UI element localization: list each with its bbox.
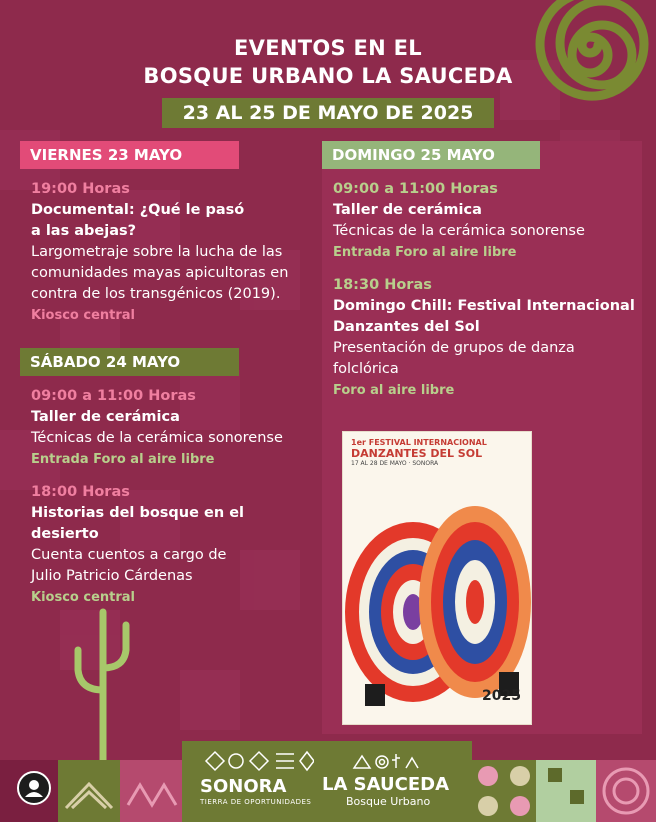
title-line-1: EVENTOS EN EL bbox=[234, 36, 422, 60]
poster-subtitle: 17 AL 28 DE MAYO · SONORA bbox=[351, 460, 439, 467]
sunday-header: DOMINGO 25 MAYO bbox=[322, 141, 540, 169]
event-title: Historias del bosque en el bbox=[31, 505, 245, 521]
event-place: Entrada Foro al aire libre bbox=[31, 452, 215, 467]
event-item bbox=[20, 482, 320, 608]
event-description: Presentación de grupos de danza bbox=[333, 340, 575, 356]
event-time: 18:30 Horas bbox=[333, 277, 432, 293]
sauceda-tagline: Bosque Urbano bbox=[346, 795, 431, 808]
event-description: Técnicas de la cerámica sonorense bbox=[31, 430, 283, 446]
friday-header: VIERNES 23 MAYO bbox=[20, 141, 239, 169]
event-description: Largometraje sobre la lucha de las bbox=[31, 244, 283, 260]
dancer-illustration bbox=[343, 432, 533, 726]
event-title: Taller de cerámica bbox=[333, 202, 482, 218]
poster-title: DANZANTES DEL SOL bbox=[351, 447, 483, 460]
event-item bbox=[20, 386, 320, 470]
event-item bbox=[322, 179, 642, 263]
friday-section bbox=[20, 141, 320, 338]
event-place: Kiosco central bbox=[31, 590, 135, 605]
poster-year: 2025 bbox=[482, 688, 521, 704]
event-title: Taller de cerámica bbox=[31, 409, 180, 425]
event-description: Técnicas de la cerámica sonorense bbox=[333, 223, 585, 239]
event-description: comunidades mayas apicultoras en bbox=[31, 265, 289, 281]
event-time: 19:00 Horas bbox=[31, 181, 130, 197]
event-time: 09:00 a 11:00 Horas bbox=[333, 181, 498, 197]
event-time: 09:00 a 11:00 Horas bbox=[31, 388, 196, 404]
event-description: Cuenta cuentos a cargo de bbox=[31, 547, 227, 563]
date-banner: 23 AL 25 DE MAYO DE 2025 bbox=[162, 98, 494, 128]
sauceda-brand: LA SAUCEDA bbox=[322, 774, 450, 795]
poster-kicker: 1er FESTIVAL INTERNACIONAL bbox=[351, 438, 487, 447]
saturday-header: SÁBADO 24 MAYO bbox=[20, 348, 239, 376]
event-item bbox=[322, 275, 642, 401]
sonora-brand: SONORA bbox=[200, 776, 287, 797]
sunday-section bbox=[322, 141, 642, 413]
festival-poster bbox=[342, 431, 532, 725]
title-line-2: BOSQUE URBANO LA SAUCEDA bbox=[143, 64, 513, 88]
page-title bbox=[0, 34, 656, 90]
event-description: Julio Patricio Cárdenas bbox=[31, 568, 193, 584]
saturday-section bbox=[20, 348, 320, 620]
profile-avatar[interactable] bbox=[17, 771, 51, 805]
event-item bbox=[20, 179, 320, 326]
event-description: contra de los transgénicos (2019). bbox=[31, 286, 281, 302]
event-place: Entrada Foro al aire libre bbox=[333, 245, 517, 260]
sonora-logo-icon bbox=[204, 750, 314, 772]
event-title: desierto bbox=[31, 526, 99, 542]
event-description: folclórica bbox=[333, 361, 399, 377]
event-title: Domingo Chill: Festival Internacional bbox=[333, 298, 635, 314]
event-title: a las abejas? bbox=[31, 223, 137, 239]
event-title: Danzantes del Sol bbox=[333, 319, 480, 335]
user-icon bbox=[19, 773, 49, 803]
sauceda-logo-icon bbox=[352, 752, 422, 770]
event-title: Documental: ¿Qué le pasó bbox=[31, 202, 245, 218]
event-time: 18:00 Horas bbox=[31, 484, 130, 500]
event-place: Kiosco central bbox=[31, 308, 135, 323]
sonora-tagline: TIERRA DE OPORTUNIDADES bbox=[200, 798, 312, 806]
event-place: Foro al aire libre bbox=[333, 383, 455, 398]
